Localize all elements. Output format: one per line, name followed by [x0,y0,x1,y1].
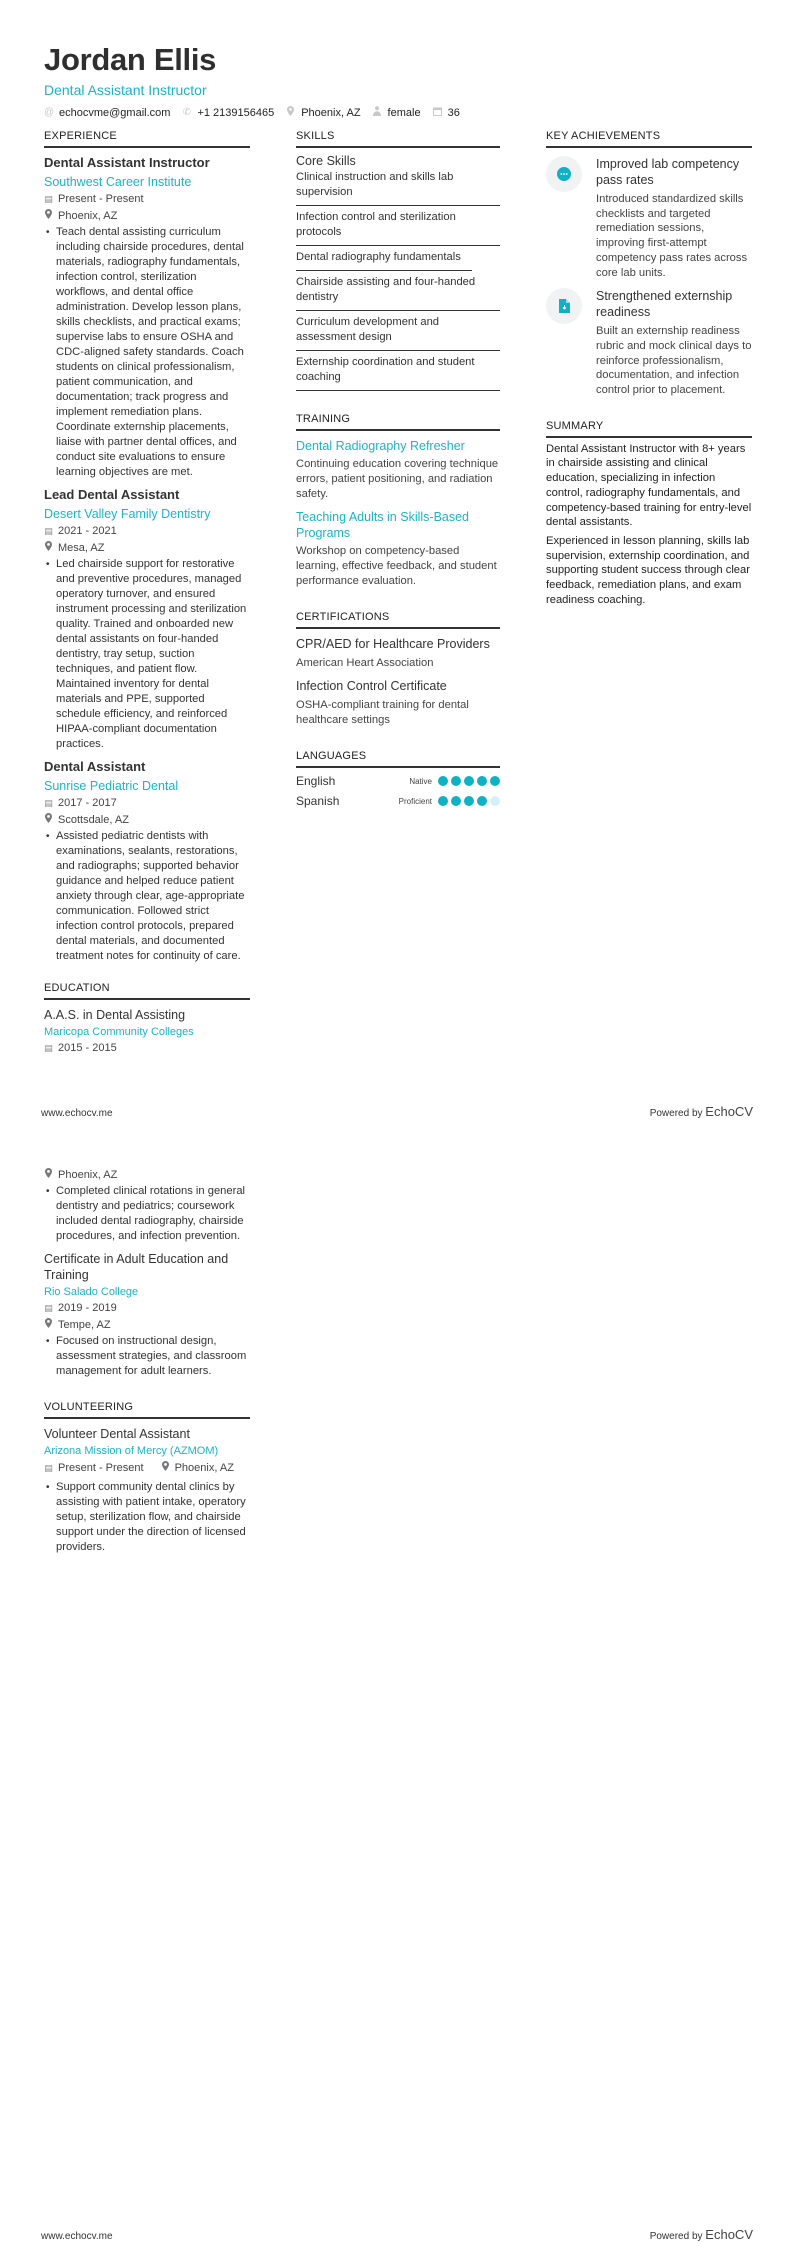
achievement-title: Improved lab competency pass rates [596,157,740,187]
bullet: • Assisted pediatric dentists with examinations, sealants, restorations, and radiographs; supported behavior guidance and helped reduce patient anxiety through clear, age-appropriate communication. Followed strict infection control protocols, prepared dental materials, and documented treatment notes for continuity of care. [44,829,250,964]
achievement-title: Strengthened externship readiness [596,289,733,320]
achievement-body [596,156,752,280]
experience-item [44,155,250,480]
page-footer [41,2227,753,2242]
rating-dot-filled [438,796,448,806]
dates-text: Present - Present [58,193,144,205]
page-footer [41,1104,753,1119]
bullet: • Support community dental clinics by assisting with patient intake, operatory setup, sterilization flow, and chairside support under the direction of licensed providers. [44,1480,250,1555]
resume-page-2 [0,1123,794,2246]
skill-item: Curriculum development and assessment design [296,311,500,351]
job-dates [44,525,250,538]
job-role: Dental Assistant Instructor [44,155,210,170]
candidate-name: Jordan Ellis [44,42,217,77]
calendar-icon: ▤ [44,1462,53,1473]
achievement-body [596,288,752,398]
contact-phone[interactable] [182,107,274,119]
bullet: • Teach dental assisting curriculum including chairside procedures, dental materials, radiography fundamentals, infection control, sterilization workflows, and dental office administration. Develop lesson plans, skills checklists, and practical exams; supervise labs to ensure OSHA and CDC-aligned safety standards. Coach students on clinical professionalism, patient communication, and documentation; track progress and implement remediation plans. Coordinate externship placements, liaise with partner dental offices, and conduct site evaluations to ensure learning objectives are met. [44,225,250,480]
summary-paragraph: Experienced in lesson planning, skills lab supervision, externship coordination, and supporting student success through clear feedback, remediation plans, and exam readiness coaching. [546,534,750,606]
summary-heading: SUMMARY [546,420,752,438]
skills-heading: SKILLS [296,130,500,148]
achievement-item [546,288,752,398]
skill-item: Infection control and sterilization protocols [296,206,500,246]
skill-item: Dental radiography fundamentals [296,246,472,271]
experience-heading: EXPERIENCE [44,130,250,148]
website-link[interactable]: www.echocv.me [41,2231,113,2242]
edu-degree: Certificate in Adult Education and Training [44,1252,229,1282]
edu-school: Rio Salado College [44,1286,139,1298]
location-pin-icon [161,1461,170,1475]
volunteer-meta [44,1461,250,1475]
training-item [296,509,500,589]
chat-bubble-icon [546,156,582,192]
calendar-icon: ▤ [44,526,53,536]
location-pin-icon [44,209,53,223]
website-link[interactable]: www.echocv.me [41,1108,113,1119]
edu-dates [44,1302,250,1315]
age-value: 36 [447,106,460,119]
powered-prefix: Powered by [649,2231,706,2242]
powered-by [650,1104,753,1119]
education-heading: EDUCATION [44,982,250,1000]
edu-bullets [44,1334,250,1379]
volunteer-bullets [44,1480,250,1555]
job-bullets [44,225,250,480]
job-dates [44,193,250,206]
job-location [44,813,250,827]
person-icon [373,106,382,119]
calendar-icon [433,107,442,119]
edu-location [44,1318,250,1332]
phone-icon: ✆ [182,107,192,118]
phone-value: +1 2139156465 [197,106,275,119]
achievements-heading: KEY ACHIEVEMENTS [546,130,752,148]
language-row [296,774,500,788]
at-icon: @ [44,107,55,118]
location-text: Mesa, AZ [58,541,105,554]
job-organization: Sunrise Pediatric Dental [44,779,179,793]
powered-by [650,2227,753,2242]
rating-dots [438,776,500,786]
edu-dates [44,1042,250,1055]
location-pin-icon [44,1318,53,1332]
left-column-continued [44,1165,250,1555]
volunteering-heading: VOLUNTEERING [44,1401,250,1419]
training-description: Continuing education covering technique errors, patient positioning, and radiation safety. [296,458,499,500]
achievement-description: Introduced standardized skills checklists and targeted remediation sessions, improving first-attempt competency pass rates across core lab units. [596,193,748,279]
calendar-icon: ▤ [44,194,53,204]
location-text: Phoenix, AZ [58,1168,118,1181]
rating-dot-filled [451,776,461,786]
edu-bullets [44,1184,250,1244]
experience-item [44,487,250,752]
experience-item [44,759,250,964]
job-organization: Desert Valley Family Dentistry [44,507,211,521]
skill-item: Externship coordination and student coaching [296,351,500,391]
achievement-description: Built an externship readiness rubric and mock clinical days to reinforce professionalism, documentation, and infection control prior to placement. [596,325,752,397]
job-bullets [44,557,250,752]
location-pin-icon [44,813,53,827]
training-heading: TRAINING [296,413,500,431]
brand-name: EchoCV [705,2227,753,2242]
volunteer-role: Volunteer Dental Assistant [44,1427,190,1441]
rating-dot-filled [464,776,474,786]
skill-item: Clinical instruction and skills lab supervision [296,168,500,206]
language-level: Native [409,776,432,786]
contact-list [44,106,460,119]
rating-dot-filled [438,776,448,786]
location-pin-icon [44,1168,53,1182]
volunteering-item [44,1426,250,1555]
job-bullets [44,829,250,964]
location-text: Scottsdale, AZ [58,813,129,826]
location-text: Phoenix, AZ [58,209,118,222]
language-rating [399,796,500,806]
rating-dot-filled [451,796,461,806]
languages-heading: LANGUAGES [296,750,500,768]
training-title: Dental Radiography Refresher [296,439,465,453]
volunteer-organization: Arizona Mission of Mercy (AZMOM) [44,1445,219,1457]
edu-school: Maricopa Community Colleges [44,1026,194,1038]
document-icon [546,288,582,324]
training-description: Workshop on competency-based learning, effective feedback, and student performance evaluation. [296,545,497,587]
rating-dot-filled [490,776,500,786]
summary-text [546,442,752,608]
education-item-continued [44,1168,250,1244]
powered-prefix: Powered by [649,1108,706,1119]
location-value: Phoenix, AZ [301,106,361,119]
job-organization: Southwest Career Institute [44,175,192,189]
job-location [44,209,250,223]
brand-name: EchoCV [705,1104,753,1119]
dates-text: Present - Present [58,1461,144,1474]
contact-gender [373,106,421,119]
dates-text: 2017 - 2017 [58,797,117,809]
certification-name: Infection Control Certificate [296,679,447,693]
language-level: Proficient [398,796,432,806]
skill-group-title: Core Skills [296,154,356,168]
skill-item: Chairside assisting and four-handed dentistry [296,271,500,311]
calendar-icon: ▤ [44,1303,53,1313]
contact-location [286,106,360,119]
language-name: English [296,774,336,788]
rating-dot-filled [477,796,487,806]
rating-dot-filled [477,776,487,786]
candidate-title: Dental Assistant Instructor [44,82,207,98]
job-role: Dental Assistant [44,759,146,774]
education-item [44,1007,250,1055]
bullet: • Focused on instructional design, assessment strategies, and classroom management for adult learners. [44,1334,250,1379]
certification-item [296,678,500,728]
location-text: Phoenix, AZ [174,1461,234,1474]
contact-age [433,107,460,119]
training-item [296,438,500,502]
language-name: Spanish [296,794,340,808]
bullet: • Completed clinical rotations in general dentistry and pediatrics; coursework included dental radiography, chairside procedures, and infection prevention. [44,1184,250,1244]
middle-column [296,130,500,808]
certification-issuer: American Heart Association [296,657,434,669]
calendar-icon: ▤ [44,1043,53,1053]
edu-degree: A.A.S. in Dental Assisting [44,1008,186,1022]
right-column [546,130,752,607]
bullet: • Led chairside support for restorative and preventive procedures, managed operatory turnover, and ensured instrument processing and sterilization quality. Trained and onboarded new dental assistants on four-handed dentistry, tray setup, suction techniques, and patient flow. Maintained inventory for dental materials and PPE, supported schedule efficiency, and reinforced HIPAA-compliant documentation practices. [44,557,250,752]
certifications-heading: CERTIFICATIONS [296,611,500,629]
language-row [296,794,500,808]
certification-name: CPR/AED for Healthcare Providers [296,637,490,651]
job-location [44,541,250,555]
gender-value: female [387,106,421,119]
left-column [44,130,250,1055]
achievement-item [546,156,752,280]
rating-dot-filled [464,796,474,806]
education-item [44,1251,250,1379]
language-rating [409,776,500,786]
location-text: Tempe, AZ [58,1318,111,1331]
certification-description: OSHA-compliant training for dental healthcare settings [296,699,469,726]
dates-text: 2021 - 2021 [58,525,117,537]
dates-text: 2019 - 2019 [58,1302,117,1314]
calendar-icon: ▤ [44,798,53,808]
job-role: Lead Dental Assistant [44,487,180,502]
job-dates [44,797,250,810]
certification-item [296,636,500,671]
resume-header [44,42,460,119]
contact-email[interactable] [44,107,170,119]
rating-dots [438,796,500,806]
location-pin-icon [286,106,295,119]
summary-paragraph: Dental Assistant Instructor with 8+ years in chairside assisting and clinical education, specializing in infection control, radiography fundamentals, and competency-based training for entry-level dental assistants. [546,442,752,529]
email-value: echocvme@gmail.com [59,106,171,119]
edu-location [44,1168,250,1182]
location-pin-icon [44,541,53,555]
training-title: Teaching Adults in Skills-Based Programs [296,510,470,540]
dates-text: 2015 - 2015 [58,1042,117,1054]
rating-dot-empty [490,796,500,806]
